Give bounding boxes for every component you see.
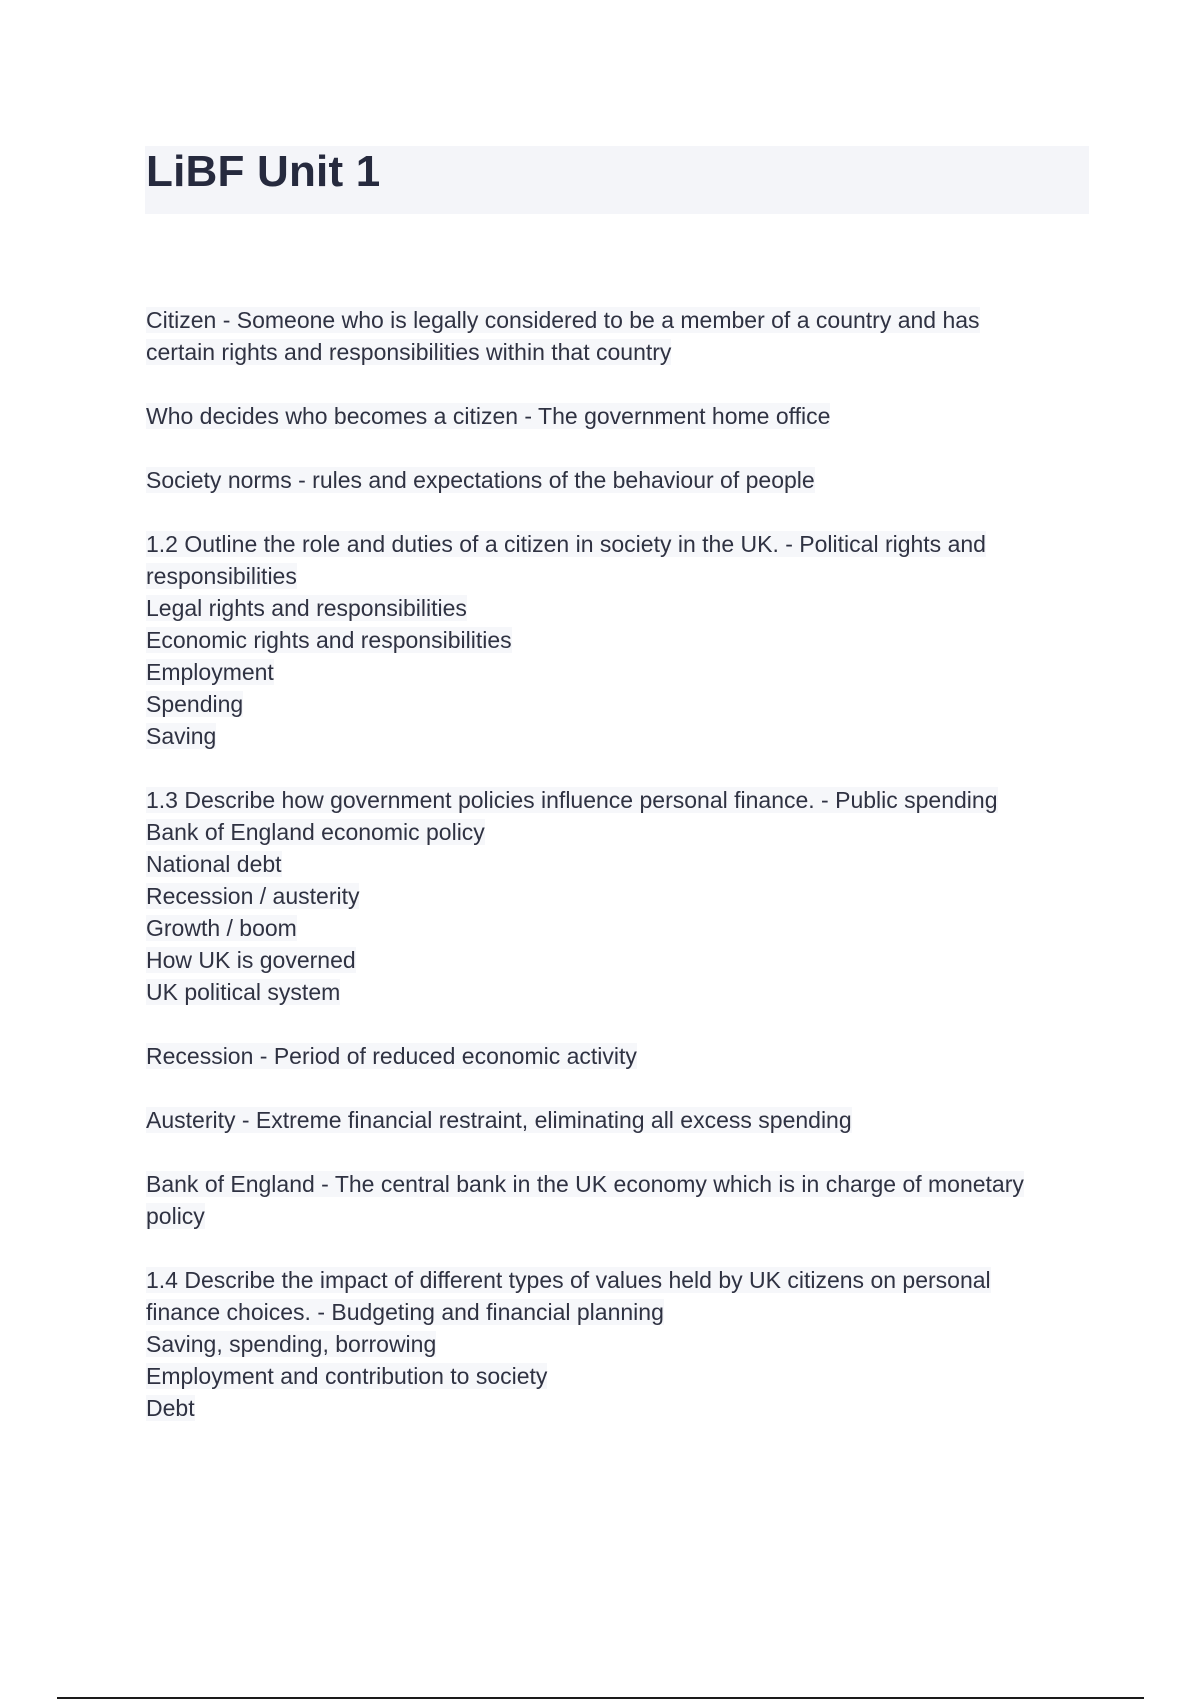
- entry-line: Saving, spending, borrowing: [146, 1331, 437, 1357]
- entry-line: Who decides who becomes a citizen - The government home office: [146, 403, 831, 429]
- entry-line: finance choices. - Budgeting and financial planning: [146, 1299, 664, 1325]
- entry-line: Bank of England economic policy: [146, 819, 485, 845]
- flashcard-entry: [146, 784, 1086, 1008]
- entry-line: Society norms - rules and expectations of the behaviour of people: [146, 467, 815, 493]
- entry-line: Recession / austerity: [146, 883, 360, 909]
- entry-line: Recession - Period of reduced economic activity: [146, 1043, 637, 1069]
- entry-line: How UK is governed: [146, 947, 356, 973]
- flashcard-list: [146, 304, 1086, 1456]
- flashcard-entry: [146, 1040, 1086, 1072]
- entry-line: responsibilities: [146, 563, 297, 589]
- flashcard-entry: [146, 464, 1086, 496]
- entry-line: certain rights and responsibilities within that country: [146, 339, 672, 365]
- entry-line: Austerity - Extreme financial restraint, eliminating all excess spending: [146, 1107, 852, 1133]
- flashcard-entry: [146, 1104, 1086, 1136]
- entry-line: Legal rights and responsibilities: [146, 595, 467, 621]
- flashcard-entry: [146, 304, 1086, 368]
- flashcard-entry: [146, 1264, 1086, 1424]
- entry-line: National debt: [146, 851, 282, 877]
- flashcard-entry: [146, 528, 1086, 752]
- entry-line: Bank of England - The central bank in the UK economy which is in charge of monetary: [146, 1171, 1024, 1197]
- entry-line: policy: [146, 1203, 205, 1229]
- footer-divider: [57, 1697, 1144, 1699]
- entry-line: Employment: [146, 659, 274, 685]
- flashcard-entry: [146, 1168, 1086, 1232]
- entry-line: 1.4 Describe the impact of different types of values held by UK citizens on personal: [146, 1267, 991, 1293]
- entry-line: Citizen - Someone who is legally considered to be a member of a country and has: [146, 307, 980, 333]
- page-title: LiBF Unit 1: [146, 147, 381, 196]
- entry-line: Economic rights and responsibilities: [146, 627, 512, 653]
- entry-line: Saving: [146, 723, 217, 749]
- entry-line: UK political system: [146, 979, 341, 1005]
- entry-line: 1.3 Describe how government policies influence personal finance. - Public spending: [146, 787, 998, 813]
- entry-line: Employment and contribution to society: [146, 1363, 548, 1389]
- entry-line: Spending: [146, 691, 244, 717]
- entry-line: 1.2 Outline the role and duties of a citizen in society in the UK. - Political rights and: [146, 531, 986, 557]
- entry-line: Growth / boom: [146, 915, 297, 941]
- flashcard-entry: [146, 400, 1086, 432]
- entry-line: Debt: [146, 1395, 195, 1421]
